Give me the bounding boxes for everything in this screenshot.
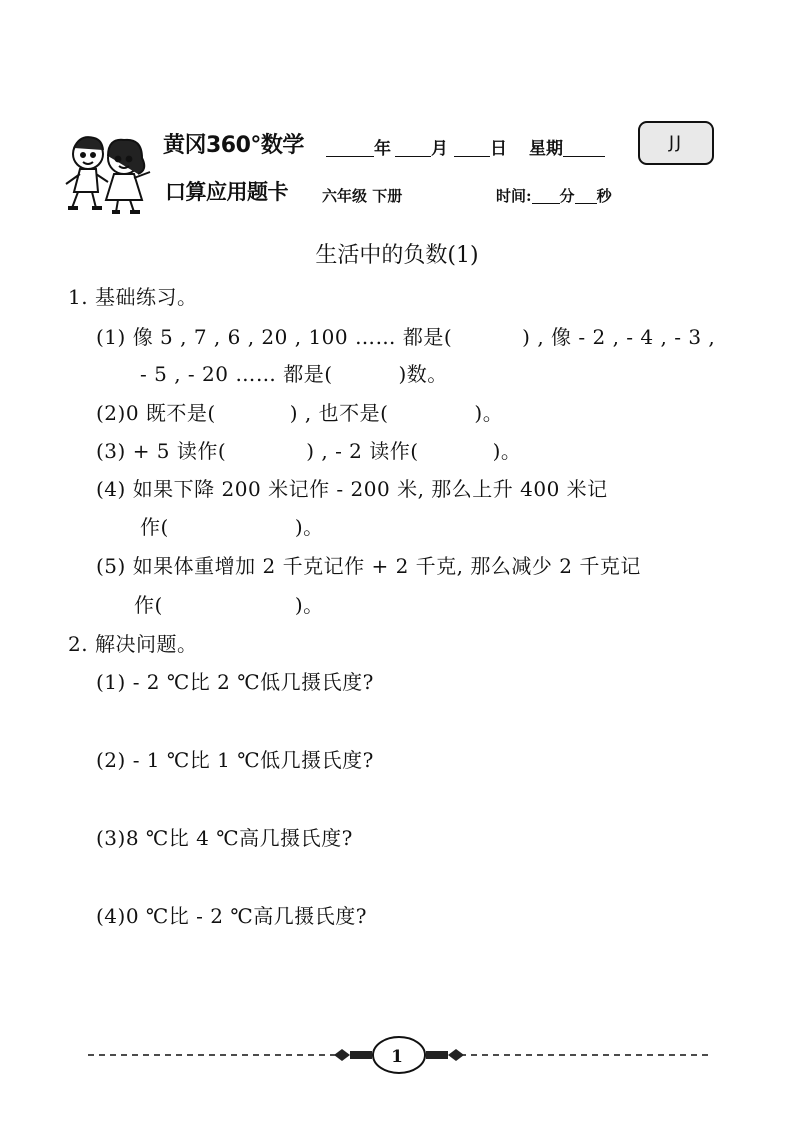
question-1-2 [96, 397, 503, 426]
minute-label: 分 [559, 187, 575, 205]
q4-text-b: 作( [140, 515, 169, 539]
question-1-3 [96, 435, 521, 464]
section2-heading: 2. 解决问题。 [68, 632, 198, 656]
year-blank[interactable] [326, 138, 374, 157]
second-label: 秒 [596, 187, 612, 205]
question-1-5-line2 [134, 589, 324, 618]
month-blank[interactable] [395, 138, 431, 157]
edition-badge: JJ [638, 121, 714, 165]
q3-text-c: )。 [492, 439, 522, 463]
q2-text-c: )。 [474, 401, 504, 425]
q1-text-d: )数。 [398, 362, 448, 386]
time-label: 时间: [496, 187, 532, 205]
q1-text-b: ) , 像 - 2 , - 4 , - 3 , [522, 325, 716, 349]
q1-text-c: - 5 , - 20 …… 都是( [140, 362, 333, 386]
q5-text-b: 作( [134, 593, 163, 617]
month-label: 月 [431, 139, 448, 159]
weekday-label: 星期 [529, 139, 563, 159]
time-fill-line [496, 185, 612, 206]
question-2-4: (4)0 ℃比 - 2 ℃高几摄氏度? [96, 904, 367, 928]
question-1-1-line2 [140, 358, 448, 387]
question-2-2: (2) - 1 ℃比 1 ℃低几摄氏度? [96, 748, 374, 772]
second-blank[interactable] [575, 188, 597, 204]
q3-text-a: (3) + 5 读作( [96, 439, 227, 463]
question-1-5-line1: (5) 如果体重增加 2 千克记作 + 2 千克, 那么减少 2 千克记 [96, 554, 641, 578]
grade-label: 六年级 下册 [322, 187, 403, 205]
question-1-4-line2 [140, 511, 324, 540]
question-1-4-line1: (4) 如果下降 200 米记作 - 200 米, 那么上升 400 米记 [96, 477, 608, 501]
q2-text-b: ) , 也不是( [289, 401, 389, 425]
q1-text-a: (1) 像 5 , 7 , 6 , 20 , 100 …… 都是( [96, 325, 453, 349]
children-logo-illustration [58, 128, 158, 216]
card-name: 口算应用题卡 [165, 180, 288, 204]
day-label: 日 [490, 139, 507, 159]
weekday-blank[interactable] [563, 138, 605, 157]
date-fill-line [326, 134, 605, 159]
brand-name: 黄冈360°数学 [163, 133, 304, 158]
question-2-3: (3)8 ℃比 4 ℃高几摄氏度? [96, 826, 353, 850]
q3-text-b: ) , - 2 读作( [306, 439, 419, 463]
question-2-1: (1) - 2 ℃比 2 ℃低几摄氏度? [96, 670, 374, 694]
question-1-1-line1 [96, 321, 715, 350]
minute-blank[interactable] [532, 188, 560, 204]
day-blank[interactable] [454, 138, 490, 157]
q5-text-c: )。 [294, 593, 324, 617]
section1-heading: 1. 基础练习。 [68, 285, 198, 309]
q2-text-a: (2)0 既不是( [96, 401, 216, 425]
page-title: 生活中的负数(1) [315, 243, 479, 268]
page-number: 1 [391, 1047, 403, 1067]
q4-text-c: )。 [294, 515, 324, 539]
year-label: 年 [374, 139, 391, 159]
